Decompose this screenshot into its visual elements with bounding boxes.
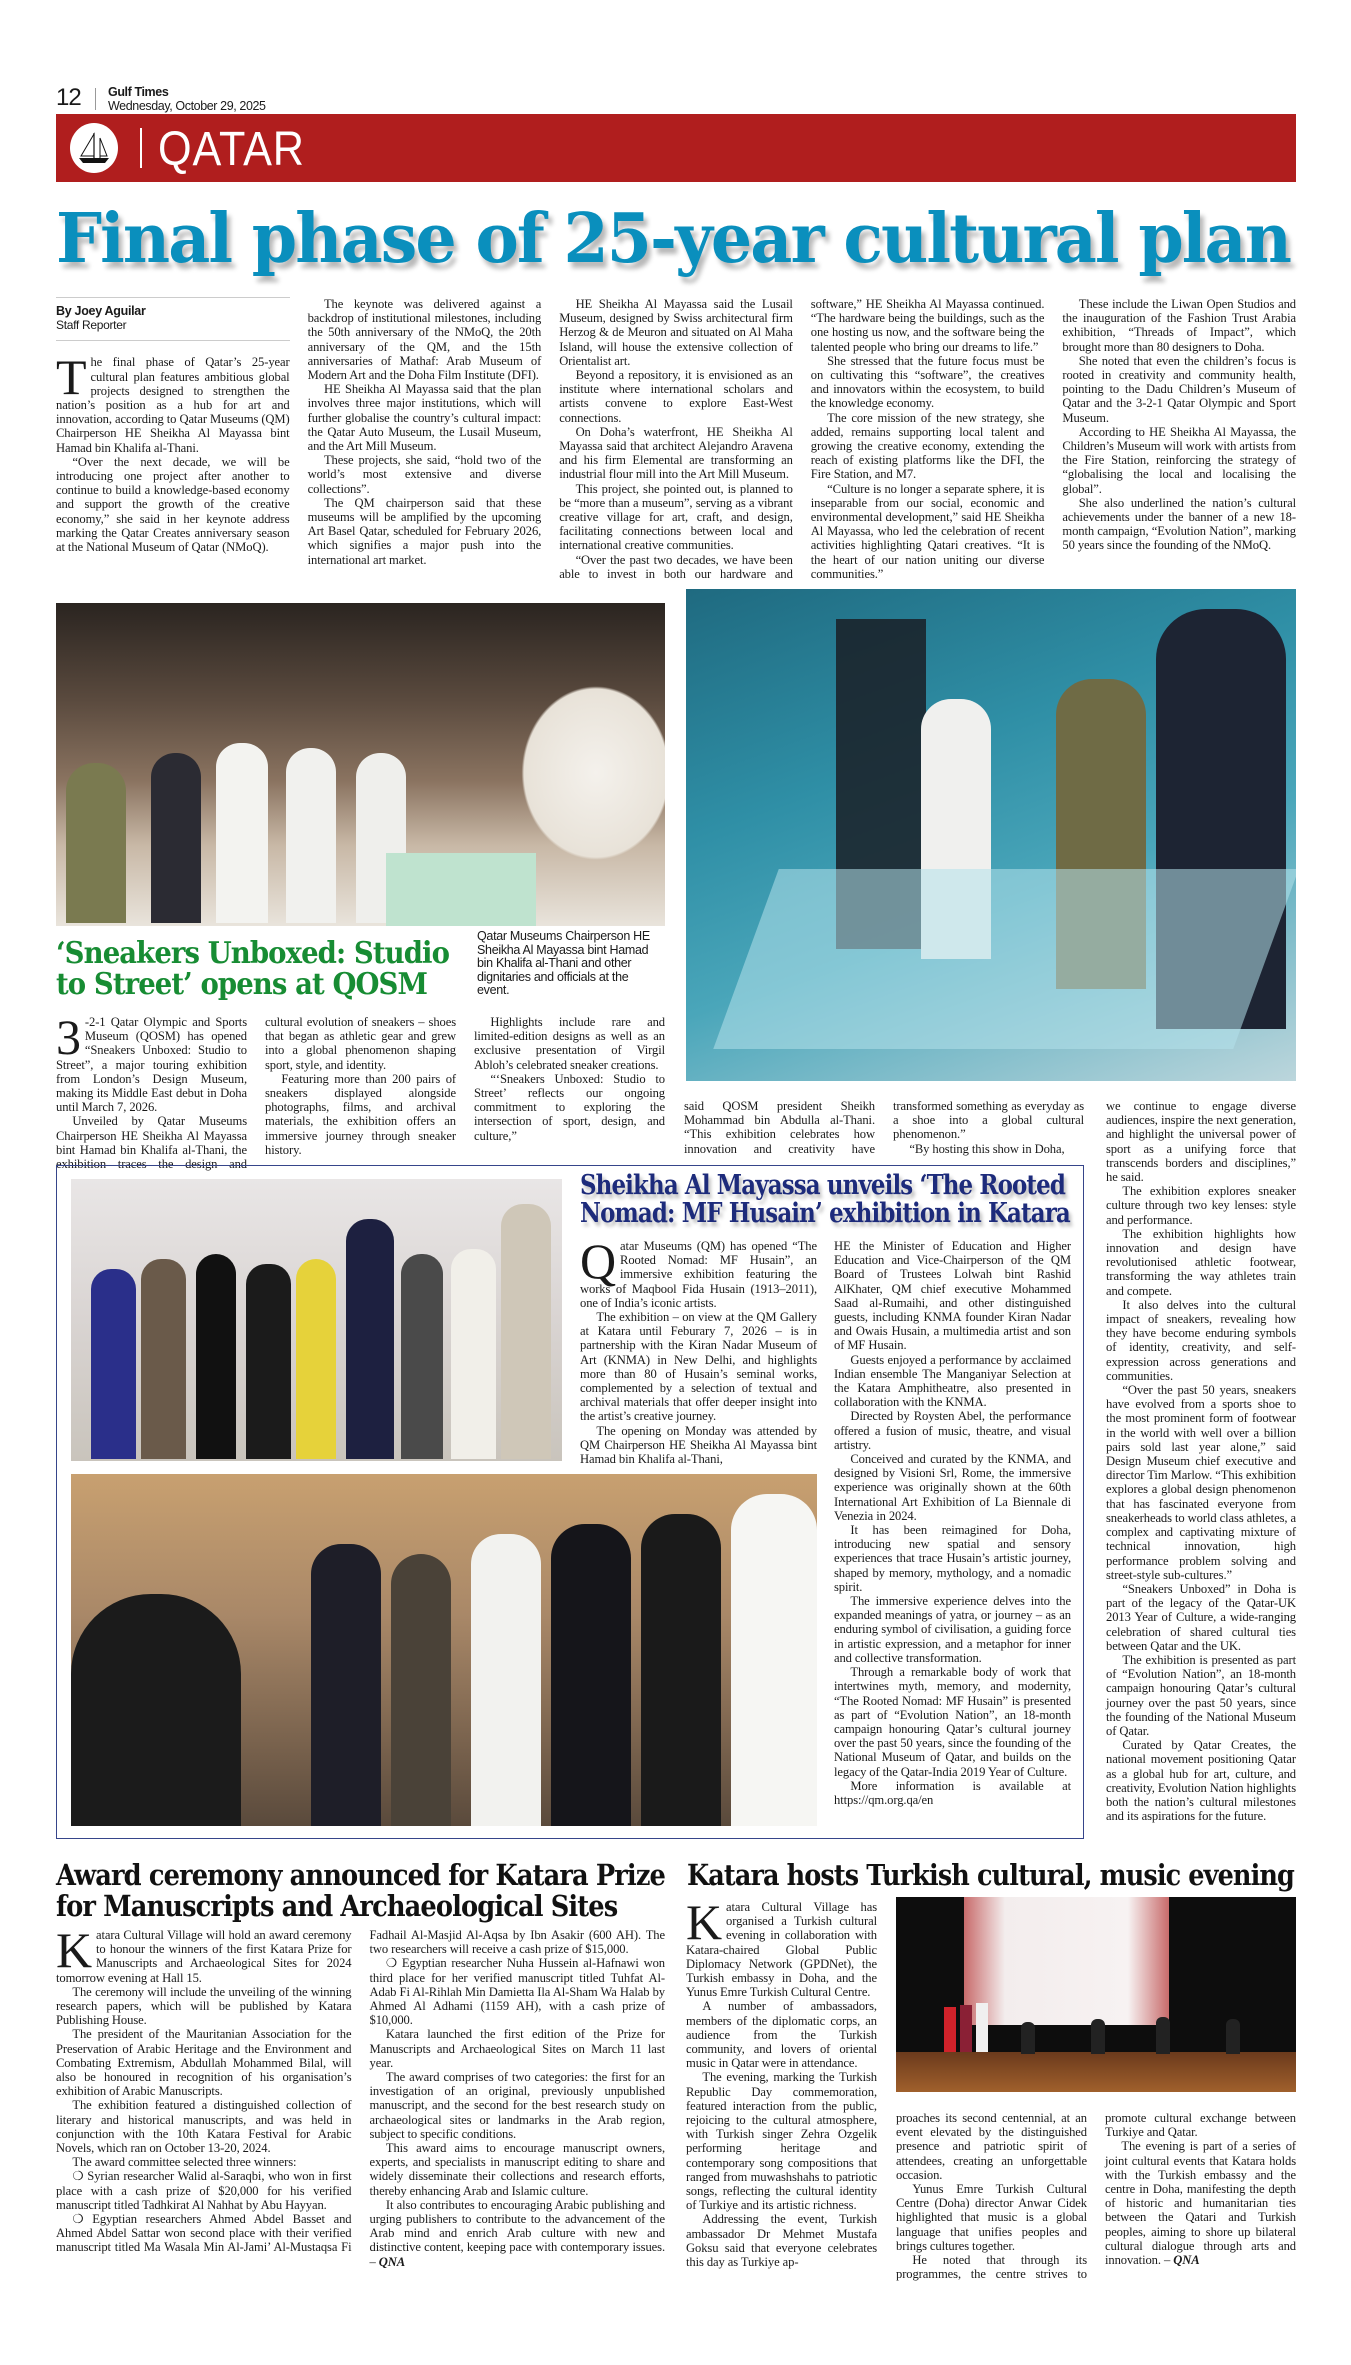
paragraph-text: “Over the past 50 years, sneakers have evolved from a sports shoe to the most prominent form of footwear in the world with well over a billion pairs sold last year alone,” said Design Museum chief executive and director Tim Marlow. “This exhibition explores a global design phenomenon that has fascinated everyone from sneakerheads to world class athletes, a complex and captivating mixture of technical innovation, high performance problem solving and street-style sub-cultures.” [1106,1383,1296,1582]
paragraph [1062,425,1296,496]
paragraph-text: It also contributes to encouraging Arabic publishing and urging publishers to contribute to the advancement of the Arab mind and enrich Arab culture with new and distinctive content, keeping pace with contemporary issues. – [369,2197,665,2269]
event-photo-keynote [56,603,665,926]
paragraph-text: Katara Cultural Village has organised a Turkish cultural evening in collaboration with Katara-chaired Global Public Diplomacy Network (GPDNet), the Turkish embassy in Doha, and the Yunus Emre Turkish Cultural Centre. [686,1894,877,2000]
paragraph [308,496,542,567]
headline-line: ‘Sneakers Unboxed: Studio [56,936,449,971]
paragraph [308,382,542,453]
paragraph-text: “Over the next decade, we will be introducing one project after another to continue to build a knowledge-based economy and support the growth of the creative economy,” she said in her keynote address marking the Qatar Creates anniversary season at the National Museum of Qatar (NMoQ). [56,454,290,555]
paragraph-text: It has been reimagined for Doha, introducing new spatial and sensory experiences that trace Husain’s artistic journey, shaped by memory, mythology, and a nomadic spirit. [834,1523,1071,1594]
sneakers-headline [56,938,485,1000]
paragraph-text: The exhibition is presented as part of “Evolution Nation”, an 18-month campaign honouring Qatar’s cultural journey over the past 50 years, since the founding of the National Museum of Qatar. [1106,1652,1296,1738]
paragraph-text: Conceived and curated by the KNMA, and designed by Visioni Srl, Rome, the immersive experience was originally shown at the 60th International Art Exhibition of La Biennale di Venezia in 2024. [834,1452,1071,1523]
author-name: By Joey Aguilar [56,304,146,318]
paragraph [686,2212,877,2269]
paragraph-text: Through a remarkable body of work that intertwines myth, memory, and modernity, “The Rooted Nomad: MF Husain” is presented as part of “Evolution Nation”, an 18-month campaign honouring Qatar’s cultural journey over the past 50 years, since the founding of the National Museum of Qatar, and builds on the legacy of the Qatar-India 2019 Year of Culture. [834,1665,1071,1779]
paragraph-text: we continue to engage diverse audiences, inspire the next generation, and highlight the universal power of sport as a unifying force that transcends borders and disciplines,” he said. [1106,1099,1296,1185]
headline-line: Nomad: MF Husain’ exhibition in Katara [580,1198,1070,1229]
paragraph-text: More information is available at https://qm.org.qa/en [834,1778,1071,1807]
paragraph-text: “Over the past two decades, we have been able to invest in both our hardware and software,” HE Sheikha Al Mayassa continued. “The hardware being the buildings, such as the one hosting us now, and the software being the talented people who bring our dreams to life.” [559,297,1045,581]
author-role: Staff Reporter [56,318,127,333]
paragraph [559,482,793,553]
paragraph-text: HE Sheikha Al Mayassa said that the plan involves three major institutions, which will further globalise the country’s cultural impact: the Qatar Auto Museum, the Lusail Museum, and the Art Mill Museum. [307,382,542,454]
paragraph [56,349,290,455]
paragraph [370,2141,666,2198]
paragraph-text: Addressing the event, Turkish ambassador Dr Mehmet Mustafa Goksu said that everyone celebrates this day as Turkiye ap- [686,2212,877,2270]
paragraph-text: The QM chairperson said that these museums will be amplified by the upcoming Art Basel Qatar, scheduled for February 2026, which signifies a major push into the international art market. [307,495,542,567]
paragraph-text: Curated by Qatar Creates, the national movement positioning Qatar as a global hub for art, culture, and creativity, Evolution Nation highlights both the nation’s cultural milestones and its aspirations for the future. [1106,1738,1296,1824]
paragraph [834,1779,1071,1807]
paragraph [559,368,793,425]
paragraph-text: HE Sheikha Al Mayassa said the Lusail Museum, designed by Swiss architectural firm Herzog & de Meuron and situated on Al Maha Island, will house the extensive collection of Orientalist art. [559,297,793,368]
paragraph [56,1985,352,2028]
paragraph-text: Yunus Emre Turkish Cultural Centre (Doha) director Anwar Cidek highlighted that music is a global language that unifies peoples and brings cultures together. [896,2182,1087,2253]
dhow-icon [70,123,118,173]
paragraph [1062,354,1296,425]
paragraph-text: The final phase of Qatar’s 25-year cultural plan features ambitious global projects designed to strengthen the nation’s position as a hub for art and innovation, according to Qatar Museums (QM) Chairperson HE Sheikha Al Mayassa bint Hamad bin Khalifa al-Thani. [56,349,290,455]
paragraph-text: This project, she pointed out, is planned to be “more than a museum”, serving as a vibrant creative village for art, craft, and design, facilitating connections between local and international creative communities. [559,481,793,553]
turkish-headline [687,1860,1351,1891]
paragraph [265,1072,456,1157]
husain-body-col1 [580,1233,817,1467]
paragraph [580,1310,817,1424]
paragraph [580,1424,817,1467]
photo-caption: Qatar Museums Chairperson HE Sheikha Al Mayassa bint Hamad bin Khalifa al-Thani and other dignitaries and officials at the event. [477,929,650,998]
paragraph-text: The exhibition featured a distinguished collection of literary and historical manuscripts, and was held in conjunction with the 10th Katara Festival for Arabic Novels, which ran on October 13-20, 2024. [56,2098,352,2156]
headline-line: to Street’ opens at QOSM [56,967,428,1002]
paragraph [56,1922,352,1985]
paragraph-text: Katara Cultural Village will hold an award ceremony to honour the winners of the first Katara Prize for Manuscripts and Archaeological Sites for 2024 tomorrow evening at Hall 15. [56,1922,352,1985]
paragraph [370,1956,666,2027]
paragraph-text: The award comprises of two categories: the first for an investigation of an original, previously unpublished manuscript, and the second for the best research study on archaeological sites or landmarks in the Arab region, subject to specific conditions. [369,2070,665,2141]
paragraph [1106,1227,1296,1298]
paragraph-text: The opening on Monday was attended by QM Chairperson HE Sheikha Al Mayassa bint Hamad bin Khalifa al-Thani, [580,1423,817,1467]
paragraph [1106,1653,1296,1738]
paragraph-text: This award aims to encourage manuscript owners, experts, and specialists in manuscript editing to share and widely disseminate their collections and research efforts, thereby enhancing Arab and Islamic culture. [369,2141,665,2198]
paragraph [1106,1383,1296,1582]
paragraph-text: HE the Minister of Education and Higher Education and Vice-Chairperson of the QM Board of Trustees Lolwah bint Rashid AlKhater, QM chief executive Mohammed Saad al-Rumaihi, and other distinguished guests, including KNMA founder Kiran Nadar and Owais Husain, a multimedia artist and son of MF Husain. [834,1239,1071,1353]
paragraph-text: The evening is part of a series of joint cultural events that Katara holds with the Turkish embassy and the centre in Doha, manifesting the depth of historic and humanitarian ties between the Qatari and Turkish peoples, aiming to shore up bilateral cultural dialogue through arts and innovation. – [1105,2139,1296,2268]
paragraph-text: 3-2-1 Qatar Olympic and Sports Museum (QOSM) has opened “Sneakers Unboxed: Studio to Street”, a major touring exhibition from London’s Design Museum, making its Middle East debut in Doha until March 7, 2026. [56,1009,247,1115]
paragraph [308,453,542,496]
newspaper-name: Gulf Times [108,85,169,99]
paragraph [56,2169,352,2212]
paragraph-text: It also delves into the cultural impact of sneakers, revealing how they have become enduring symbols of identity, creativity, and self-expression across generations and communities. [1106,1297,1296,1383]
paragraph [834,1594,1071,1665]
paragraph [686,1894,877,2000]
paragraph [896,2111,1087,2182]
paragraph [56,2027,352,2098]
paragraph [834,1452,1071,1523]
paragraph-text: proaches its second centennial, at an event elevated by the distinguished presence and patriotic spirit of attendees, creating an unforgettable occasion. [896,2111,1087,2182]
paragraph [811,482,1045,581]
paragraph-text: Katara launched the first edition of the Prize for Manuscripts and Archaeological Sites on March 11 last year. [369,2027,665,2070]
paragraph-text: The award committee selected three winners: [72,2155,297,2170]
turkish-body-col1 [686,1894,877,2270]
page-number: 12 [56,84,81,111]
section-title: QATAR [158,123,305,176]
paragraph-text: On Doha’s waterfront, HE Sheikha Al Mayassa said that architect Alejandro Aravena and his firm Elemental are transforming an industrial flour mill into the Art Mill Museum. [559,424,793,482]
award-headline [56,1860,743,1922]
paragraph [834,1353,1071,1410]
husain-photo-group [71,1179,562,1461]
paragraph-text: The immersive experience delves into the expanded meanings of yatra, or journey – as an enduring symbol of civilisation, a guiding force in artistic expression, and a metaphor for inner and collective transformation. [834,1594,1071,1665]
paragraph [370,2070,666,2141]
headline-line: for Manuscripts and Archaeological Sites [56,1889,618,1923]
headline-line: Award ceremony announced for Katara Prize [56,1858,665,1892]
paragraph-text: The exhibition explores sneaker culture through two key lenses: style and performance. [1106,1184,1296,1227]
paragraph [1106,1738,1296,1823]
paragraph [559,425,793,482]
paragraph [56,1009,247,1115]
paragraph [811,411,1045,482]
sneakers-body-part1 [56,1009,665,1172]
paragraph [56,2155,352,2169]
paragraph-text: According to HE Sheikha Al Mayassa, the Children’s Museum will work with artists from the Fire Station, reinforcing the strategy of “globalising the local and localising the global”. [1062,424,1296,496]
paragraph-text: A number of ambassadors, members of the diplomatic corps, an audience from the Turkish community, and lovers of oriental music in Qatar were in attendance. [686,1999,877,2071]
paragraph [370,2198,666,2269]
husain-photo-guests [71,1474,817,1826]
paragraph-text: Highlights include rare and limited-edition designs as well as an exclusive presentation of Virgil Abloh’s celebrated sneaker creations. [474,1015,665,1072]
paragraph-text: She stressed that the future focus must be on cultivating this “software”, the creatives and innovators within the ecosystem, to build the knowledge economy. [810,353,1045,411]
paragraph-text: She noted that even the children’s focus is rooted in creativity and community health, pointing to the Dadu Children’s Museum of Qatar and the 3-2-1 Qatar Olympic and Sport Museum. [1062,353,1296,425]
divider [95,88,96,110]
paragraph [686,2070,877,2212]
exhibition-photo-sneakers [686,589,1296,1081]
paragraph-text: Unveiled by Qatar Museums Chairperson HE Sheikha Al Mayassa bint Hamad bin Khalifa al-Thani, the exhibition traces the design and cultural evolution of sneakers – shoes that began as athletic gear and grew into a global phenomenon shaping sport, style, and identity. [56,1015,456,1172]
paragraph-text: The evening, marking the Turkish Republic Day commemoration, featured interaction from the public, rejoicing to the cultural atmosphere, with Turkish singer Zehra Ozgelik performing heritage and contemporary song compositions that ranged from muwashshahs to patriotic songs, reflecting the cultural identity of Turkiye and its artistic richness. [686,2070,877,2213]
paragraph [474,1015,665,1072]
paragraph [1105,2139,1296,2267]
paragraph-text: “By hosting this show in Doha, [909,1141,1065,1156]
paragraph-text: Qatar Museums (QM) has opened “The Rooted Nomad: MF Husain”, an immersive exhibition featuring the works of Maqbool Fida Husain (1913–2011), one of India’s iconic artists. [580,1233,817,1310]
paragraph [580,1233,817,1310]
paragraph [686,1999,877,2070]
paragraph-text: The keynote was delivered against a backdrop of institutional milestones, including the 50th anniversary of the NMoQ, the 20th anniversary of the QM, and the 15th anniversaries of Mathaf: Arab Museum of Modern Art and the Doha Film Institute (DFI). [307,297,542,383]
paragraph-text: These projects, she said, “hold two of the world’s most extensive and diverse collections”. [307,453,542,496]
paragraph-text: Featuring more than 200 pairs of sneakers displayed alongside photographs, films, and archival materials, the exhibition offers an immersive journey through sneaker history. [265,1071,456,1157]
lead-headline [56,199,1349,279]
paragraph-text: “‘Sneakers Unboxed: Studio to Street’ reflects our ongoing commitment to exploring the intersection of sport, design, and culture,” [474,1071,665,1143]
paragraph-text: “Sneakers Unboxed” in Doha is part of the legacy of the Qatar-UK 2013 Year of Culture, a wide-ranging celebration of shared cultural ties between Qatar and the UK. [1106,1581,1296,1653]
paragraph-text: The ceremony will include the unveiling of the winning research papers, which will be published by Katara Publishing House. [56,1984,352,2028]
paragraph-text: The exhibition – on view at the QM Gallery at Katara until Feburary 7, 2026 – is in partnership with the Kiran Nadar Museum of Art (KNMA) in New Delhi, and highlights more than 80 of Husain’s seminal works, complemented by a selection of textual and archival materials that offer deeper insight into the artist’s creative journey. [580,1310,817,1424]
paragraph-text: “Culture is no longer a separate sphere, it is inseparable from our social, economic and environmental development,” said HE Sheikha Al Mayassa, who led the celebration of recent activities highlighting Qatari creatives. “It is the heart of our nation uniting our diverse communities.” [810,481,1045,581]
paragraph-text: ❍ Syrian researcher Walid al-Saraqbi, who won in first place with a cash prize of $20,000 for his verified manuscript titled Tadhkirat Al Nahhat by Abu Hayyan. [56,2169,352,2212]
paragraph-text: Guests enjoyed a performance by acclaimed Indian ensemble The Manganiyar Selection at the Katara Amphitheatre, also presented in collaboration with the KNMA. [834,1352,1071,1410]
turkish-body-cols23 [896,2111,1296,2281]
award-body [56,1922,665,2269]
paragraph [834,1523,1071,1594]
paragraph [559,297,793,368]
paragraph [308,297,542,382]
turkish-concert-photo [896,1897,1296,2092]
paragraph-text: ❍ Egyptian researchers Ahmed Abdel Basset and Ahmed Abdel Sattar won second place with their verified manuscript titled Ma Wasala Min Al-Jami’ Al-Mustaqsa Fi Fadhail Al-Masjid Al-Aqsa by Ibn Asakir (600 AH). The two researchers will receive a cash prize of $15,000. [56,1928,665,2255]
lead-story-body [56,297,1296,581]
paragraph [56,2098,352,2155]
paragraph [1106,1298,1296,1383]
paragraph-text: The president of the Mauritanian Association for the Preservation of Arabic Heritage and the Environment and Combating Extremism, Abdullah Mohammed Bilal, will also be honoured in recognition of his organisation’s exhibition of Arabic Manuscripts. [56,2027,352,2099]
paragraph [370,2027,666,2070]
divider [140,128,142,168]
husain-headline [580,1172,1158,1228]
byline [56,297,290,341]
paragraph-text: He noted that through its programmes, the centre strives to promote cultural exchange between Turkiye and Qatar. [896,2111,1296,2282]
paragraph [1062,496,1296,553]
issue-date: Wednesday, October 29, 2025 [108,99,266,113]
paragraph-text: The exhibition highlights how innovation and design have revolutionised athletic footwear, transforming the way athletes train and compete. [1106,1226,1296,1298]
sneakers-body-part2 [684,1099,1084,1156]
paragraph [474,1072,665,1143]
news-agency-credit: QNA [1173,2253,1200,2268]
paragraph [834,1239,1071,1353]
paragraph [893,1142,1084,1156]
paragraph [1106,1582,1296,1653]
paragraph [896,2182,1087,2253]
paragraph [834,1665,1071,1779]
paragraph-text: ❍ Egyptian researcher Nuha Hussein al-Hafnawi won third place for her verified manuscript titled Tuhfat Al-Adab Fi Al-Rihlah Min Damietta Ila Al-Sham Wa Halab by Ahmed Al Adhami (1159 AH), with a cash prize of $10,000. [369,1956,665,2028]
headline-line: Sheikha Al Mayassa unveils ‘The Rooted [580,1170,1065,1201]
paragraph-text: She also underlined the nation’s cultural achievements under the banner of a new 18-month campaign, “Evolution Nation”, marking 50 years since the founding of the NMoQ. [1062,495,1296,553]
paragraph [1062,297,1296,354]
section-banner [56,114,1296,182]
paragraph-text: said QOSM president Sheikh Mohammad bin Abdulla al-Thani. “This exhibition celebrates how innovation and creativity have transformed something as everyday as a shoe into a global cultural phenomenon.” [684,1099,1084,1156]
paragraph-text: The core mission of the new strategy, she added, remains supporting local talent and growing the creative economy, extending the reach of existing platforms like the DFI, the Fire Station, and M7. [810,410,1045,482]
paragraph-text: Beyond a repository, it is envisioned as an institute where international scholars and artists convene to explore East-West connections. [559,368,793,425]
husain-body-col2 [834,1239,1071,1807]
headline-line: Katara hosts Turkish cultural, music evening [687,1858,1294,1892]
paragraph-text: Directed by Roysten Abel, the performance offered a fusion of music, theatre, and visual artistry. [834,1409,1071,1452]
headline-line: Final phase of 25-year cultural plan [56,199,1290,279]
news-agency-credit: QNA [378,2254,406,2269]
paragraph [811,354,1045,411]
paragraph-text: These include the Liwan Open Studios and the inauguration of the Fashion Trust Arabia exhibition, “Threads of Impact”, which brought more than 80 designers to Doha. [1062,297,1296,354]
paragraph [56,455,290,554]
paragraph [834,1409,1071,1452]
